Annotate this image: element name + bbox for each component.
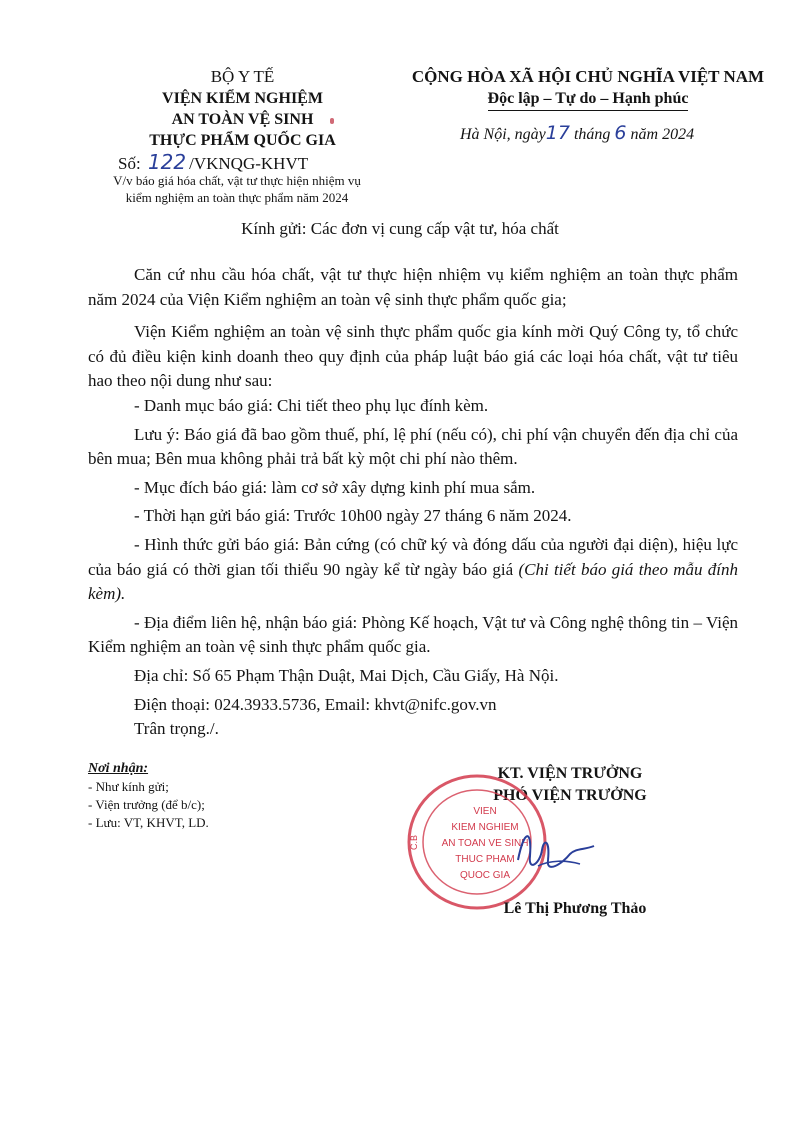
svg-text:AN TOAN VE SINH: AN TOAN VE SINH: [441, 838, 529, 849]
ministry-name: BỘ Y TẾ: [210, 67, 275, 86]
institute-name-line-3: THỰC PHẨM QUỐC GIA: [149, 132, 336, 149]
body-phone-email: Điện thoại: 024.3933.5736, Email: khvt@nifc.gov.vn: [134, 694, 497, 714]
subject-line-2: kiểm nghiệm an toàn thực phẩm năm 2024: [125, 190, 349, 205]
subject-line-1: V/v báo giá hóa chất, vật tư thực hiện nhiệm vụ: [113, 173, 361, 188]
date-month-handwritten: 6: [614, 122, 627, 144]
body-item-contact-place: - Địa điểm liên hệ, nhận báo giá: Phòng Kế hoạch, Vật tư và Công nghệ thông tin – Viện Kiểm nghiệm an toàn vệ sinh thực phẩm quốc gia.: [88, 612, 738, 657]
national-header: [378, 66, 798, 111]
body-item-form: [88, 533, 738, 607]
number-suffix: /VKNQG-KHVT: [189, 154, 309, 173]
recipient-item: - Như kính gửi;: [88, 779, 169, 794]
svg-text:KIEM NGHIEM: KIEM NGHIEM: [451, 822, 519, 833]
handwritten-signature: [510, 820, 600, 880]
salutation: Kính gửi: Các đơn vị cung cấp vật tư, hóa chất: [241, 219, 559, 238]
number-prefix: Số:: [118, 154, 141, 173]
date-place: Hà Nội, ngày: [460, 126, 546, 143]
svg-text:C.B: C.B: [409, 834, 419, 850]
body-item-list: - Danh mục báo giá: Chi tiết theo phụ lục đính kèm.: [134, 395, 489, 415]
date-day-handwritten: 17: [545, 122, 570, 144]
signature-line-1: KT. VIỆN TRƯỞNG: [497, 765, 643, 782]
body-paragraph-invitation: Viện Kiểm nghiệm an toàn vệ sinh thực phẩm quốc gia kính mời Quý Công ty, tổ chức có đủ điều kiện kinh doanh theo quy định của pháp luật báo giá các loại hóa chất, vật tư tiêu hao theo nội dung như sau:: [88, 322, 738, 391]
letter-body: [88, 263, 738, 742]
date-month-label: tháng: [573, 126, 611, 143]
issuing-agency-header: [90, 66, 395, 151]
svg-text:QUOC GIA: QUOC GIA: [459, 870, 511, 881]
body-address: Địa chỉ: Số 65 Phạm Thận Duật, Mai Dịch, Cầu Giấy, Hà Nội.: [134, 665, 559, 685]
ink-dot-mark: [330, 118, 334, 124]
svg-text:VIEN: VIEN: [473, 806, 497, 817]
body-note: Lưu ý: Báo giá đã bao gồm thuế, phí, lệ phí (nếu có), chi phí vận chuyển đến địa chỉ của bên mua; Bên mua không phải trả bất kỳ một chi phí nào thêm.: [88, 424, 738, 469]
svg-text:THUC PHAM: THUC PHAM: [455, 854, 515, 865]
form-italic-note: (Chi tiết báo giá theo mẫu đính kèm).: [88, 559, 738, 604]
institute-name-line-2: AN TOÀN VỆ SINH: [171, 111, 314, 128]
document-subject: [82, 172, 392, 206]
recipient-item: - Viện trưởng (để b/c);: [88, 797, 205, 812]
recipients-block: [88, 760, 209, 832]
signature-line-2: PHÓ VIỆN TRƯỞNG: [493, 787, 647, 804]
signer-name: Lê Thị Phương Thảo: [503, 900, 647, 917]
document-number: [118, 150, 308, 174]
national-motto: Độc lập – Tự do – Hạnh phúc: [488, 88, 689, 111]
date-year: năm 2024: [630, 126, 695, 143]
place-and-date: [460, 122, 694, 144]
recipients-title: Nơi nhận:: [88, 761, 149, 776]
recipient-item: - Lưu: VT, KHVT, LD.: [88, 815, 209, 830]
body-item-purpose: - Mục đích báo giá: làm cơ sở xây dựng kinh phí mua sắm.: [134, 477, 536, 497]
handwritten-number: 122: [147, 150, 187, 174]
body-item-deadline: - Thời hạn gửi báo giá: Trước 10h00 ngày 27 tháng 6 năm 2024.: [134, 506, 572, 526]
form-text: - Hình thức gửi báo giá: Bản cứng (có chữ ký và đóng dấu của người đại diện), hiệu lực của báo giá có thời gian tối thiểu 90 ngày kể từ ngày báo giá: [88, 534, 738, 579]
body-closing: Trân trọng./.: [134, 719, 219, 739]
institute-name-line-1: VIỆN KIỂM NGHIỆM: [162, 90, 323, 107]
nation-name: CỘNG HÒA XÃ HỘI CHỦ NGHĨA VIỆT NAM: [411, 67, 765, 86]
body-paragraph-basis: Căn cứ nhu cầu hóa chất, vật tư thực hiện nhiệm vụ kiểm nghiệm an toàn thực phẩm năm 2024 của Viện Kiểm nghiệm an toàn vệ sinh thực phẩm quốc gia;: [88, 265, 738, 309]
